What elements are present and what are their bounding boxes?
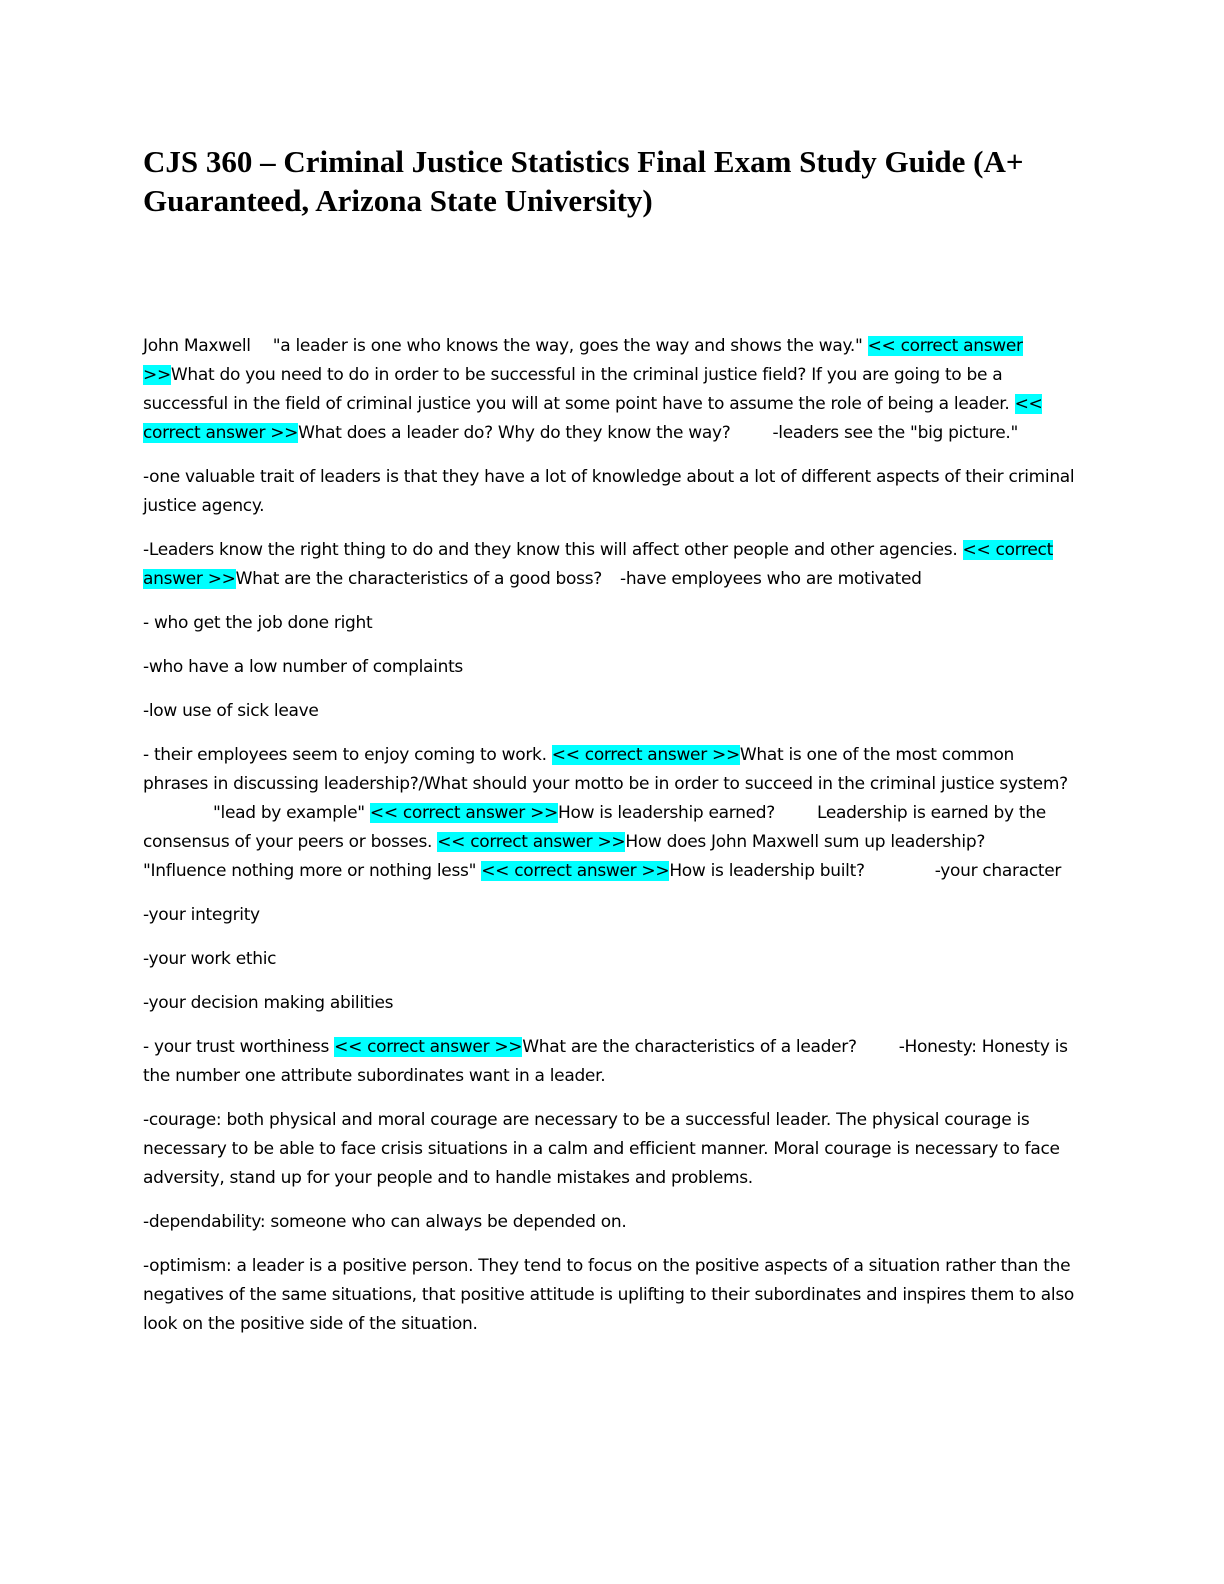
text: John Maxwell bbox=[143, 336, 251, 356]
paragraph-1 bbox=[143, 332, 1078, 448]
text: "Influence nothing more or nothing less" bbox=[143, 861, 482, 881]
document-body bbox=[143, 332, 1078, 1354]
text: "lead by example" bbox=[213, 803, 370, 823]
text: Leadership is earned by the consensus of your peers or bosses. bbox=[143, 803, 1046, 852]
answer-marker: << correct answer >> bbox=[437, 832, 626, 852]
paragraph-12: -courage: both physical and moral courage are necessary to be a successful leader. The physical courage is necessary to be able to face crisis situations in a calm and efficient manner. Moral courage is necessary to face adversity, stand up for your people and to handle mistakes and problems. bbox=[143, 1110, 1060, 1188]
paragraph-2: -one valuable trait of leaders is that they have a lot of knowledge about a lot of different aspects of their criminal justice agency. bbox=[143, 467, 1075, 516]
text: What does a leader do? Why do they know the way? bbox=[298, 423, 731, 443]
text: -your character bbox=[934, 861, 1062, 881]
paragraph-9: -your work ethic bbox=[143, 949, 277, 969]
text: -have employees who are motivated bbox=[619, 569, 922, 589]
paragraph-13: -dependability: someone who can always be depended on. bbox=[143, 1212, 627, 1232]
answer-marker: << correct answer >> bbox=[334, 1037, 523, 1057]
paragraph-11 bbox=[143, 1033, 1078, 1091]
text: What are the characteristics of a good boss? bbox=[235, 569, 602, 589]
answer-marker: << correct answer >> bbox=[369, 803, 558, 823]
text: How is leadership built? bbox=[669, 861, 865, 881]
answer-marker: << correct answer >> bbox=[481, 861, 670, 881]
text: How is leadership earned? bbox=[558, 803, 775, 823]
text: "a leader is one who knows the way, goes the way and shows the way." bbox=[272, 336, 868, 356]
text: What do you need to do in order to be successful in the criminal justice field? If you are going to be a successful in the field of criminal justice you will at some point have to assume the role of being a leader. bbox=[143, 365, 1015, 414]
answer-marker: << correct answer >> bbox=[143, 336, 1023, 385]
answer-marker: << correct answer >> bbox=[551, 745, 740, 765]
paragraph-10: -your decision making abilities bbox=[143, 993, 394, 1013]
text: -leaders see the "big picture." bbox=[772, 423, 1018, 443]
answer-marker: << correct answer >> bbox=[143, 540, 1053, 589]
paragraph-6: -low use of sick leave bbox=[143, 701, 319, 721]
answer-marker: << correct answer >> bbox=[143, 394, 1043, 443]
paragraph-4: - who get the job done right bbox=[143, 613, 373, 633]
paragraph-5: -who have a low number of complaints bbox=[143, 657, 463, 677]
document-title: CJS 360 – Criminal Justice Statistics Final Exam Study Guide (A+ Guaranteed, Arizona State University) bbox=[143, 144, 1024, 218]
text: - their employees seem to enjoy coming to work. bbox=[143, 745, 552, 765]
text: -Leaders know the right thing to do and they know this will affect other people and other agencies. bbox=[143, 540, 963, 560]
paragraph-3 bbox=[143, 536, 1078, 594]
text: What is one of the most common phrases in discussing leadership?/What should your motto be in order to succeed in the criminal justice system? bbox=[143, 745, 1068, 794]
paragraph-8: -your integrity bbox=[143, 905, 260, 925]
paragraph-7 bbox=[143, 741, 1078, 886]
text: How does John Maxwell sum up leadership? bbox=[625, 832, 986, 852]
paragraph-14: -optimism: a leader is a positive person. They tend to focus on the positive aspects of a situation rather than the negatives of the same situations, that positive attitude is uplifting to their subordinates and inspires them to also look on the positive side of the situation. bbox=[143, 1256, 1074, 1334]
text: What are the characteristics of a leader? bbox=[522, 1037, 857, 1057]
text: -Honesty: Honesty is the number one attribute subordinates want in a leader. bbox=[143, 1037, 1068, 1086]
text: - your trust worthiness bbox=[143, 1037, 335, 1057]
